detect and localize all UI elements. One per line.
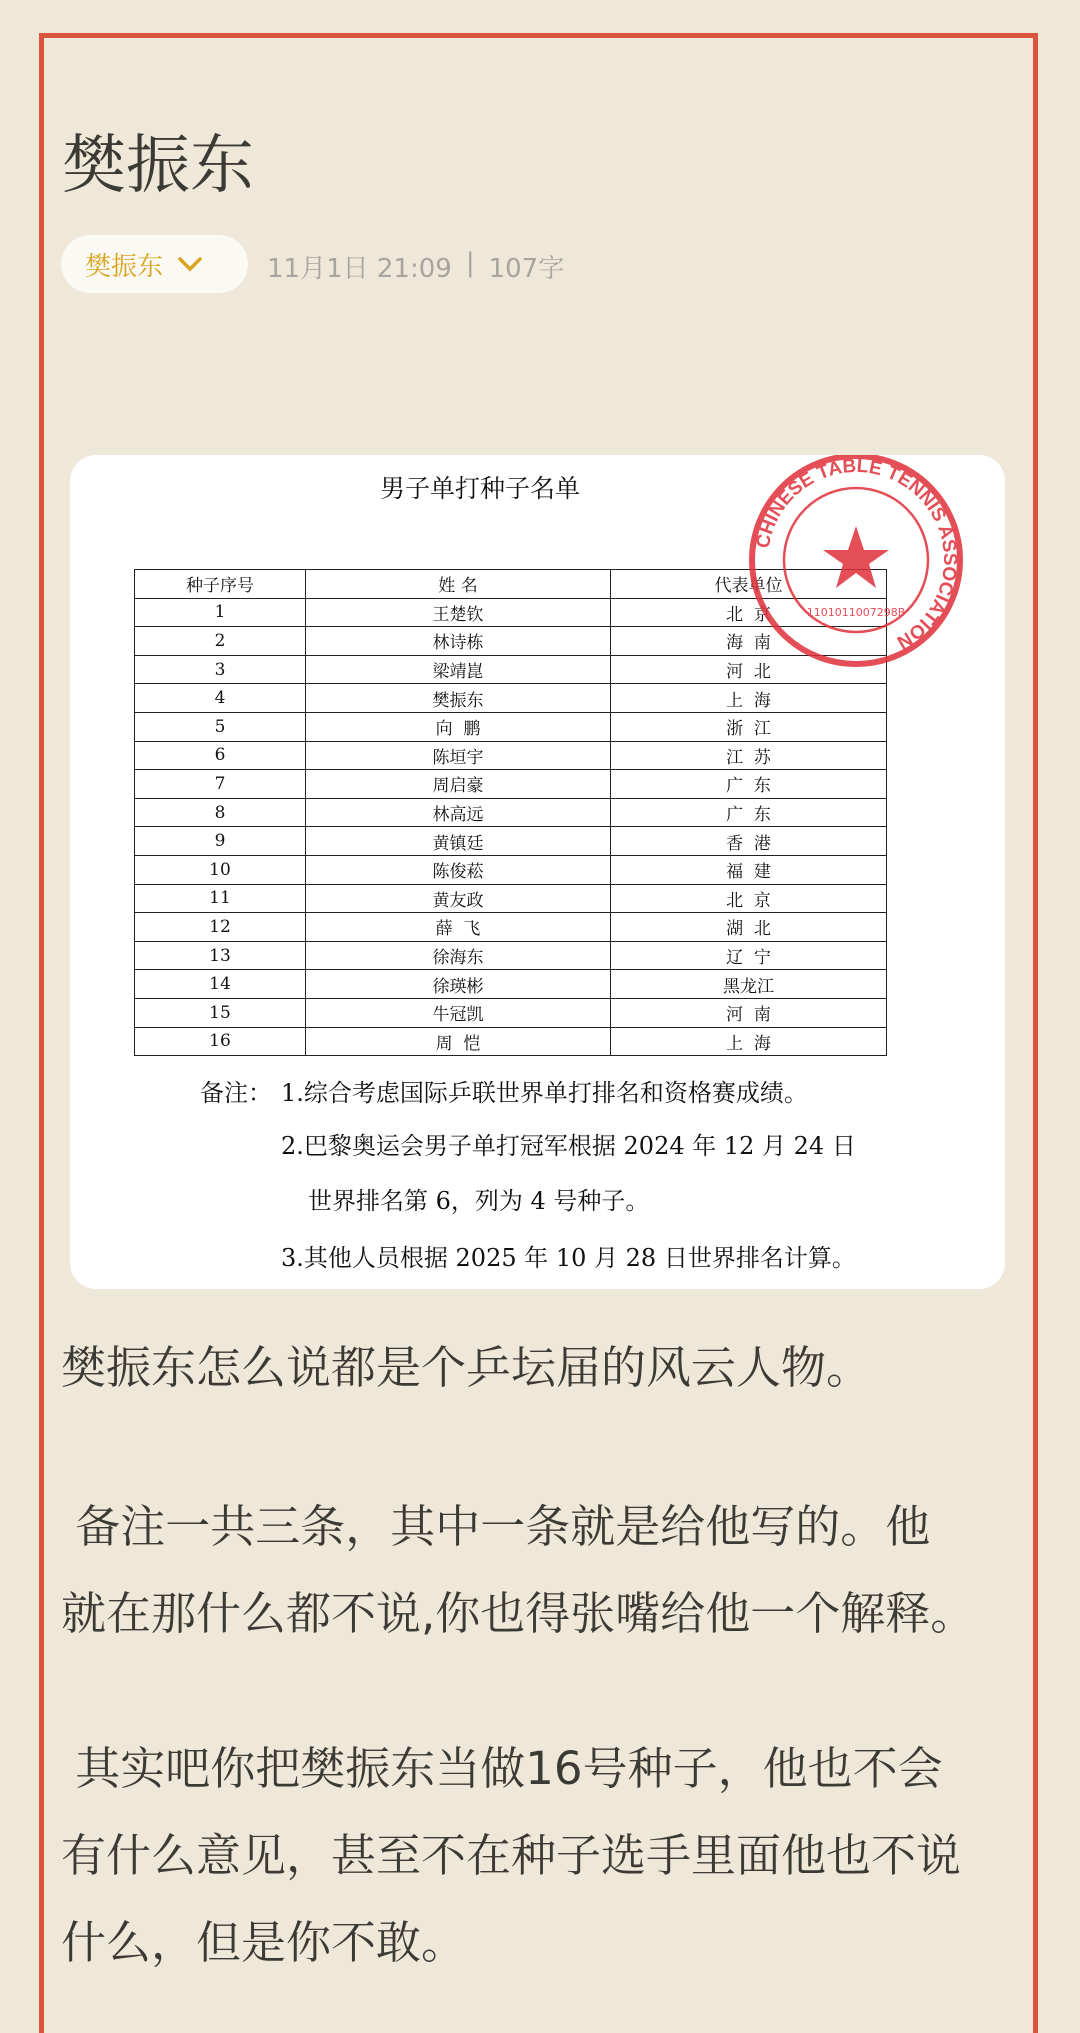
table-row [135,1027,887,1056]
article-title: 樊振东 [62,129,254,203]
table-cell: 海 南 [611,627,887,656]
body-paragraph-line: 樊振东怎么说都是个乒坛届的风云人物。 [61,1341,872,1394]
table-cell: 上 海 [611,684,887,713]
notes-label: 备注： [200,1079,272,1107]
table-cell: 9 [135,827,306,856]
table-row [135,855,887,884]
seed-list-image[interactable] [70,455,1005,1289]
meta-separator: | [465,248,475,278]
table-cell: 16 [135,1027,306,1056]
table-cell: 周 恺 [306,1027,611,1056]
note-2: 2.巴黎奥运会男子单打冠军根据 2024 年 12 月 24 日 [281,1132,856,1160]
table-cell: 江 苏 [611,741,887,770]
table-cell: 2 [135,627,306,656]
table-cell: 福 建 [611,855,887,884]
body-paragraph-line: 备注一共三条，其中一条就是给他写的。他 [61,1500,931,1553]
table-cell: 陈俊菘 [306,855,611,884]
note-2-cont: 世界排名第 6，列为 4 号种子。 [308,1187,650,1215]
body-paragraph-line: 就在那什么都不说,你也得张嘴给他一个解释。 [61,1587,976,1640]
table-cell: 陈垣宇 [306,741,611,770]
table-cell: 10 [135,855,306,884]
header-cell: 姓 名 [306,570,611,599]
svg-text:CHINESE TABLE TENNIS ASSOCIATI: CHINESE TABLE TENNIS ASSOCIATION [752,455,961,653]
table-cell: 4 [135,684,306,713]
author-name: 樊振东 [85,251,164,282]
header-cell: 种子序号 [135,570,306,599]
table-row [135,884,887,913]
table-cell: 黑龙江 [611,970,887,999]
author-dropdown[interactable] [61,235,248,293]
table-cell: 8 [135,798,306,827]
table-cell: 北 京 [611,884,887,913]
table-cell: 徐海东 [306,941,611,970]
table-cell: 向 鹏 [306,712,611,741]
table-cell: 辽 宁 [611,941,887,970]
svg-text:1101011007298B: 1101011007298B [806,606,906,619]
official-seal-icon [742,455,970,674]
note-3: 3.其他人员根据 2025 年 10 月 28 日世界排名计算。 [281,1244,856,1272]
table-row [135,712,887,741]
header-cell: 代表单位 [611,570,887,599]
table-cell: 上 海 [611,1027,887,1056]
body-paragraph-line: 有什么意见，甚至不在种子选手里面他也不说 [61,1829,962,1882]
note-1: 1.综合考虑国际乒联世界单打排名和资格赛成绩。 [281,1079,808,1107]
table-cell: 周启豪 [306,770,611,799]
table-cell: 湖 北 [611,913,887,942]
post-date: 11月1日 21:09 [267,254,452,284]
table-cell: 15 [135,998,306,1027]
table-row [135,770,887,799]
table-cell: 河 北 [611,655,887,684]
table-cell: 14 [135,970,306,999]
table-cell: 王楚钦 [306,598,611,627]
table-cell: 5 [135,712,306,741]
body-paragraph-line: 什么，但是你不敢。 [61,1916,467,1969]
table-row [135,798,887,827]
article-meta [267,248,564,285]
table-cell: 广 东 [611,798,887,827]
table-cell: 香 港 [611,827,887,856]
table-cell: 12 [135,913,306,942]
table-cell: 林诗栋 [306,627,611,656]
table-cell: 林高远 [306,798,611,827]
table-cell: 黄镇廷 [306,827,611,856]
table-cell: 牛冠凯 [306,998,611,1027]
table-cell: 11 [135,884,306,913]
table-row [135,827,887,856]
table-row [135,941,887,970]
table-row [135,998,887,1027]
table-cell: 樊振东 [306,684,611,713]
table-cell: 徐瑛彬 [306,970,611,999]
table-cell: 浙 江 [611,712,887,741]
table-row [135,970,887,999]
table-cell: 薛 飞 [306,913,611,942]
table-cell: 6 [135,741,306,770]
table-cell: 13 [135,941,306,970]
table-cell: 7 [135,770,306,799]
table-cell: 北 京 [611,598,887,627]
chevron-down-icon [177,256,203,272]
table-cell: 梁靖崑 [306,655,611,684]
table-cell: 3 [135,655,306,684]
table-row [135,684,887,713]
table-cell: 黄友政 [306,884,611,913]
doc-title: 男子单打种子名单 [379,474,580,503]
table-cell: 河 南 [611,998,887,1027]
table-cell: 1 [135,598,306,627]
table-row [135,913,887,942]
table-cell: 广 东 [611,770,887,799]
table-row [135,741,887,770]
word-count: 107字 [488,254,565,284]
body-paragraph-line: 其实吧你把樊振东当做16号种子，他也不会 [61,1742,943,1795]
